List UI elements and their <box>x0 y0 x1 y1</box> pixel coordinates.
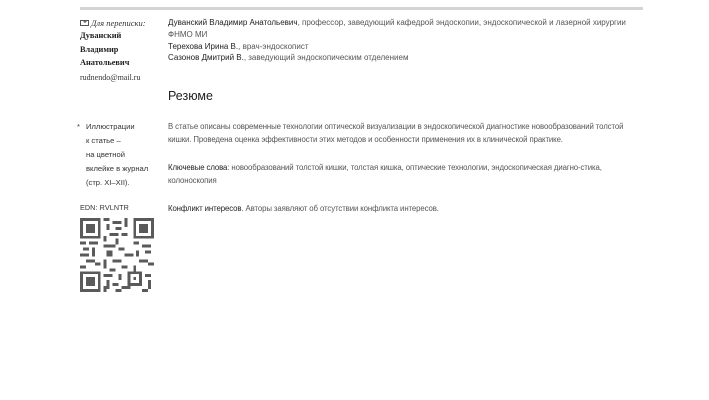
edn-code: EDN: RVLNTR <box>80 203 129 212</box>
keywords-text: : новообразований толстой кишки, толстая кишка, оптические технологии, эндоскопическая диагно-стика, колоноскопия <box>168 163 602 186</box>
illustrations-line: Иллюстрации <box>86 122 135 131</box>
author-role: , заведующий эндоскопическим отделением <box>243 53 409 63</box>
keywords-label: Ключевые слова <box>168 163 228 172</box>
correspondence-email[interactable]: rudnendo@mail.ru <box>80 72 141 82</box>
conflict-label: Конфликт интересов <box>168 204 242 213</box>
illustrations-line: (стр. XI–XII). <box>86 178 130 187</box>
authors-block <box>168 17 644 64</box>
conflict-paragraph <box>168 202 644 215</box>
correspondence-block <box>80 17 162 84</box>
keywords-paragraph <box>168 161 644 188</box>
top-divider <box>80 7 643 10</box>
author-role: , профессор, заведующий кафедрой эндоскопии, эндоскопической и лазерной хирургии ФНМО МИ <box>168 18 626 39</box>
author-entry <box>168 52 644 64</box>
illustrations-line: вклейке в журнал <box>86 164 149 173</box>
illustrations-line: к статье – <box>86 136 121 145</box>
correspondence-name-line: Дуванский <box>80 31 122 40</box>
author-name: Сазонов Дмитрий В. <box>168 53 244 63</box>
correspondence-name-line: Анатольевич <box>80 58 130 67</box>
author-role: , врач-эндоскопист <box>238 41 309 51</box>
author-entry <box>168 41 644 53</box>
abstract-title: Резюме <box>168 89 213 103</box>
author-name: Дуванский Владимир Анатольевич <box>168 18 298 27</box>
correspondence-name-line: Владимир <box>80 44 119 54</box>
author-name: Терехова Ирина В. <box>168 41 239 51</box>
envelope-icon <box>80 20 89 26</box>
conflict-text: . Авторы заявляют об отсутствии конфликта интересов. <box>241 204 439 213</box>
author-entry <box>168 17 644 41</box>
qr-code[interactable] <box>80 218 154 292</box>
correspondence-label-row <box>80 17 162 29</box>
illustrations-note <box>77 120 167 190</box>
correspondence-label: Для переписки: <box>91 18 146 28</box>
illustrations-line: на цветной <box>86 150 125 159</box>
footnote-star: * <box>77 122 80 131</box>
abstract-text: В статье описаны современные технологии оптической визуализации в эндоскопической диагностике новообразований толстой кишки. Проведена оценка эффективности этих методов и особенности применения их в клинической практике. <box>168 122 624 145</box>
